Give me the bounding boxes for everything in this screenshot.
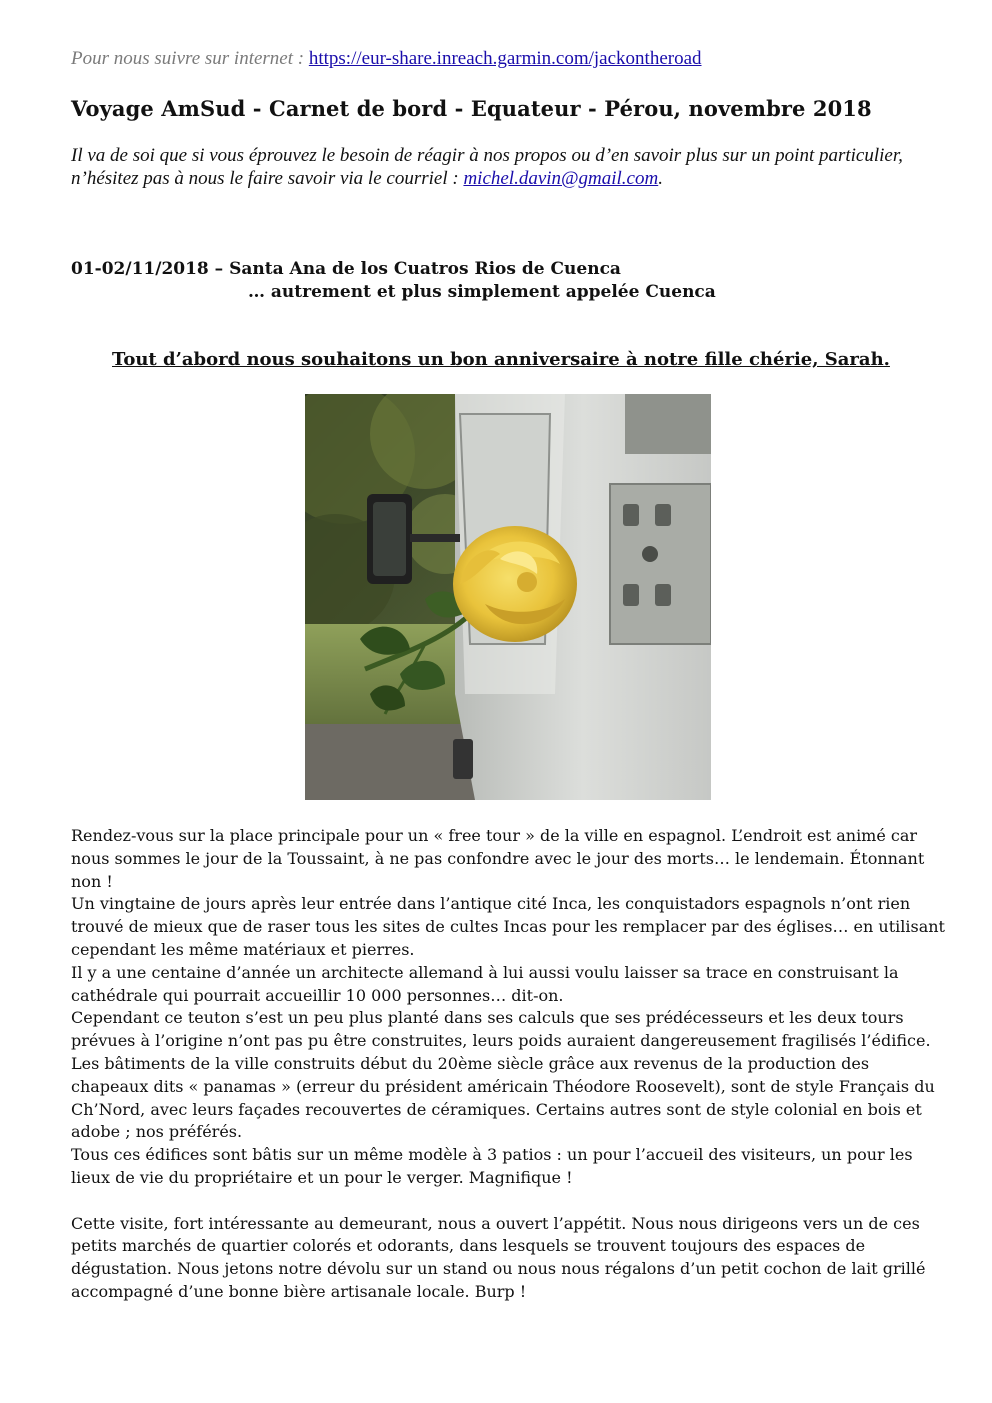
- rose-photo: [305, 394, 711, 800]
- entry-heading: 01-02/11/2018 – Santa Ana de los Cuatros Rios de Cuenca: [71, 259, 621, 279]
- paragraph: Cependant ce teuton s’est un peu plus planté dans ses calculs que ses prédécesseurs et les deux tours prévues à l’origine n’ont pas pu être construites, leurs poids auraient dangereusement fragilisés l’édifice.: [71, 1008, 931, 1051]
- follow-link[interactable]: https://eur-share.inreach.garmin.com/jackontheroad: [308, 48, 702, 69]
- intro-note: [71, 144, 941, 190]
- page-title: Voyage AmSud - Carnet de bord - Equateur - Pérou, novembre 2018: [71, 96, 872, 121]
- paragraph: Cette visite, fort intéressante au demeurant, nous a ouvert l’appétit. Nous nous dirigeons vers un de ces petits marchés de quartier colorés et odorants, dans lesquels se trouvent toujours des espaces de dégustation. Nous jetons notre dévolu sur un stand ou nous nous régalons d’un petit cochon de lait grillé accompagné d’une bonne bière artisanale locale. Burp !: [71, 1213, 926, 1301]
- follow-prefix: Pour nous suivre sur internet :: [71, 48, 309, 69]
- entry-body: [71, 825, 951, 1304]
- paragraph-spacer: [71, 1190, 951, 1213]
- intro-text: Il va de soi que si vous éprouvez le besoin de réagir à nos propos ou d’en savoir plus sur un point particulier, n’hésitez pas à nous le faire savoir via le courriel :: [71, 145, 903, 189]
- rose-photo-illustration: [305, 394, 711, 800]
- entry-subheading: … autrement et plus simplement appelée Cuenca: [248, 282, 716, 302]
- paragraph: Rendez-vous sur la place principale pour un « free tour » de la ville en espagnol. L’endroit est animé car nous sommes le jour de la Toussaint, à ne pas confondre avec le jour des morts… le lendemain. Étonnant non !: [71, 826, 925, 891]
- follow-line: [71, 48, 702, 70]
- paragraph: Il y a une centaine d’année un architecte allemand à lui aussi voulu laisser sa trace en construisant la cathédrale qui pourrait accueillir 10 000 personnes… dit-on.: [71, 962, 899, 1005]
- birthday-message: Tout d’abord nous souhaitons un bon anniversaire à notre fille chérie, Sarah.: [112, 349, 890, 370]
- email-link[interactable]: michel.davin@gmail.com: [463, 168, 659, 189]
- intro-suffix: .: [658, 168, 663, 189]
- paragraph: Tous ces édifices sont bâtis sur un même modèle à 3 patios : un pour l’accueil des visiteurs, un pour les lieux de vie du propriétaire et un pour le verger. Magnifique !: [71, 1145, 913, 1187]
- paragraph: Les bâtiments de la ville construits début du 20ème siècle grâce aux revenus de la production des chapeaux dits « panamas » (erreur du président américain Théodore Roosevelt), sont de style Français du Ch’Nord, avec leurs façades recouvertes de céramiques. Certains autres sont de style colonial en bois et adobe ; nos préférés.: [71, 1053, 935, 1142]
- paragraph: Un vingtaine de jours après leur entrée dans l’antique cité Inca, les conquistadors espagnols n’ont rien trouvé de mieux que de raser tous les sites de cultes Incas pour les remplacer par des églises… en utilisant cependant les même matériaux et pierres.: [71, 894, 945, 959]
